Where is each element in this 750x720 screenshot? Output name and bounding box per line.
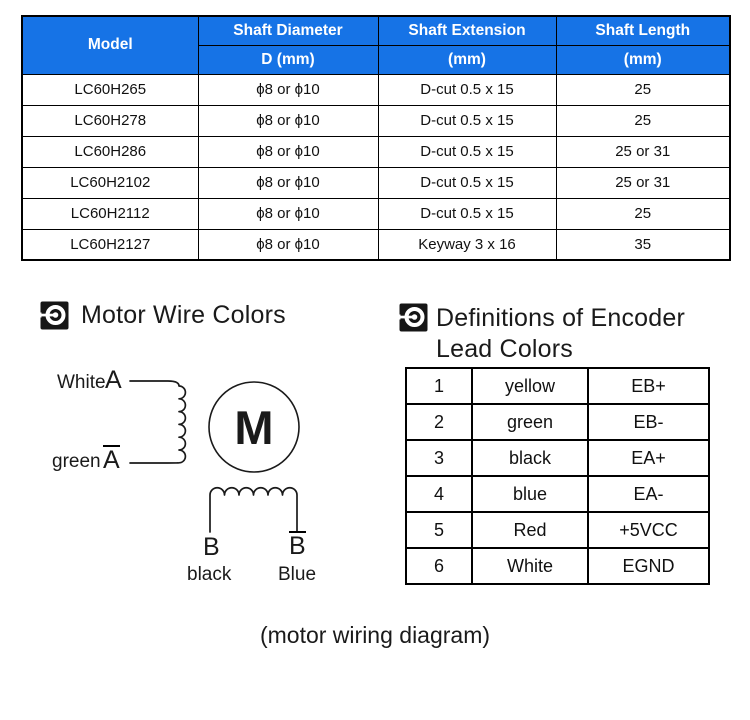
spec-cell-extension: D-cut 0.5 x 15 xyxy=(378,167,556,198)
spec-cell-length: 25 or 31 xyxy=(556,167,730,198)
enc-cell-color: green xyxy=(472,404,588,440)
col-header-shaft-extension: Shaft Extension xyxy=(378,16,556,45)
col-header-shaft-diameter: Shaft Diameter xyxy=(198,16,378,45)
spec-cell-diameter: ϕ8 or ϕ10 xyxy=(198,167,378,198)
spec-cell-length: 35 xyxy=(556,229,730,260)
enc-cell-signal: EB- xyxy=(588,404,709,440)
motor-wiring-diagram xyxy=(0,355,370,610)
phase-label-a-bar: A xyxy=(103,446,120,474)
spec-cell-diameter: ϕ8 or ϕ10 xyxy=(198,136,378,167)
spec-cell-length: 25 xyxy=(556,74,730,105)
wire-label-blue: Blue xyxy=(278,564,317,585)
encoder-section-header xyxy=(399,303,685,365)
spec-row xyxy=(22,74,730,105)
spec-cell-model: LC60H286 xyxy=(22,136,198,167)
enc-cell-signal: EGND xyxy=(588,548,709,584)
spec-cell-diameter: ϕ8 or ϕ10 xyxy=(198,74,378,105)
col-subheader-length-unit: (mm) xyxy=(556,45,730,74)
spec-cell-model: LC60H278 xyxy=(22,105,198,136)
motor-m-label: M xyxy=(234,400,274,454)
enc-cell-pin: 3 xyxy=(406,440,472,476)
enc-cell-pin: 4 xyxy=(406,476,472,512)
coil-b xyxy=(210,488,297,532)
phase-label-a: A xyxy=(105,366,122,394)
spec-cell-extension: D-cut 0.5 x 15 xyxy=(378,105,556,136)
spec-cell-model: LC60H2112 xyxy=(22,198,198,229)
phase-label-b: B xyxy=(203,533,220,561)
spec-cell-length: 25 or 31 xyxy=(556,136,730,167)
enc-cell-pin: 1 xyxy=(406,368,472,404)
encoder-row xyxy=(406,404,709,440)
spec-row xyxy=(22,105,730,136)
enc-cell-color: black xyxy=(472,440,588,476)
spec-row xyxy=(22,198,730,229)
wire-label-green: green xyxy=(52,451,101,472)
motor-section-title: Motor Wire Colors xyxy=(81,301,286,329)
spec-row xyxy=(22,136,730,167)
motor-bullet-icon xyxy=(40,301,69,330)
spec-cell-extension: D-cut 0.5 x 15 xyxy=(378,136,556,167)
enc-cell-signal: EA+ xyxy=(588,440,709,476)
shaft-spec-table xyxy=(21,15,731,261)
enc-cell-color: yellow xyxy=(472,368,588,404)
encoder-row xyxy=(406,512,709,548)
enc-cell-color: White xyxy=(472,548,588,584)
encoder-row xyxy=(406,440,709,476)
diagram-caption: (motor wiring diagram) xyxy=(259,622,491,648)
encoder-row xyxy=(406,548,709,584)
enc-cell-color: blue xyxy=(472,476,588,512)
wire-label-black: black xyxy=(187,564,232,585)
encoder-bullet-icon xyxy=(399,303,428,332)
enc-cell-pin: 6 xyxy=(406,548,472,584)
spec-header-row-1 xyxy=(22,16,730,45)
spec-cell-length: 25 xyxy=(556,198,730,229)
spec-row xyxy=(22,167,730,198)
spec-cell-extension: D-cut 0.5 x 15 xyxy=(378,74,556,105)
encoder-title-line1: Definitions of Encoder xyxy=(436,304,685,332)
spec-cell-diameter: ϕ8 or ϕ10 xyxy=(198,105,378,136)
encoder-row xyxy=(406,368,709,404)
col-subheader-extension-unit: (mm) xyxy=(378,45,556,74)
spec-cell-length: 25 xyxy=(556,105,730,136)
motor-wire-colors-section-header xyxy=(40,301,286,330)
encoder-row xyxy=(406,476,709,512)
encoder-lead-table xyxy=(405,367,710,585)
phase-label-b-bar: B xyxy=(289,532,306,560)
col-subheader-diameter-unit: D (mm) xyxy=(198,45,378,74)
spec-row xyxy=(22,229,730,260)
enc-cell-pin: 2 xyxy=(406,404,472,440)
spec-cell-model: LC60H2102 xyxy=(22,167,198,198)
enc-cell-color: Red xyxy=(472,512,588,548)
spec-cell-diameter: ϕ8 or ϕ10 xyxy=(198,198,378,229)
enc-cell-pin: 5 xyxy=(406,512,472,548)
col-header-model: Model xyxy=(22,16,198,74)
enc-cell-signal: +5VCC xyxy=(588,512,709,548)
enc-cell-signal: EA- xyxy=(588,476,709,512)
wire-label-white: White xyxy=(57,372,106,393)
col-header-shaft-length: Shaft Length xyxy=(556,16,730,45)
spec-cell-extension: D-cut 0.5 x 15 xyxy=(378,198,556,229)
spec-cell-model: LC60H265 xyxy=(22,74,198,105)
coil-a xyxy=(130,381,185,463)
enc-cell-signal: EB+ xyxy=(588,368,709,404)
encoder-section-title xyxy=(436,303,685,365)
spec-cell-model: LC60H2127 xyxy=(22,229,198,260)
spec-cell-extension: Keyway 3 x 16 xyxy=(378,229,556,260)
spec-cell-diameter: ϕ8 or ϕ10 xyxy=(198,229,378,260)
encoder-title-line2: Lead Colors xyxy=(436,335,574,363)
